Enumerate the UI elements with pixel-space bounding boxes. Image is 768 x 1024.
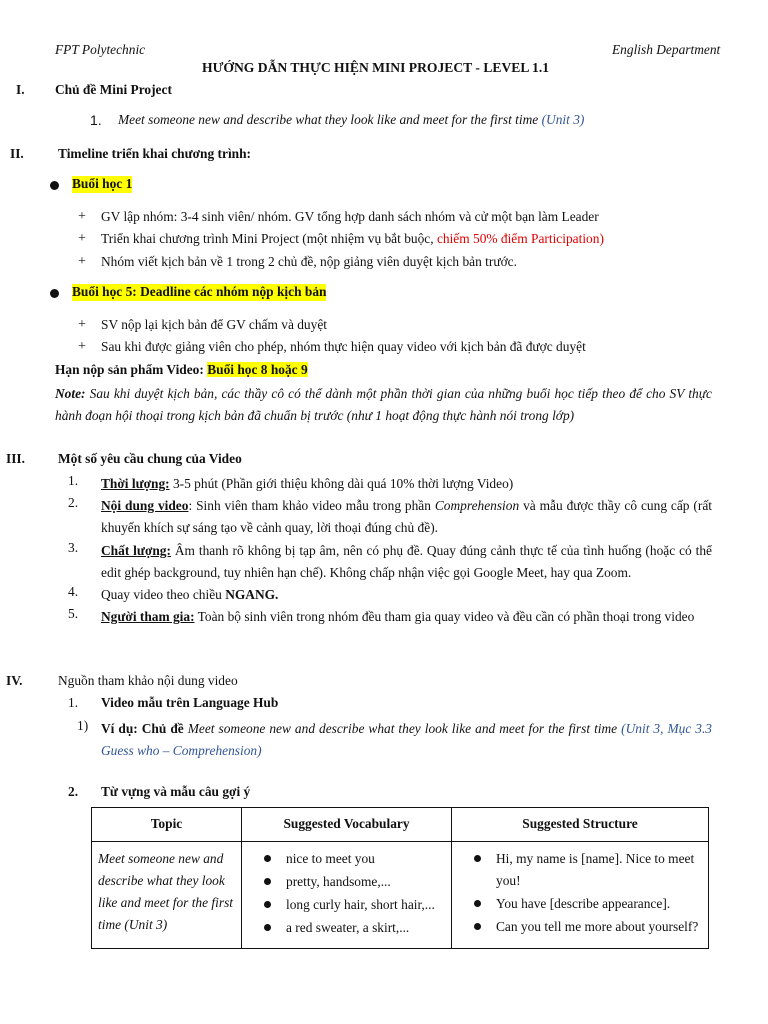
- header-structure: Suggested Structure: [452, 808, 709, 842]
- req-4-number: 4.: [68, 584, 79, 599]
- section-4-title: Nguồn tham khảo nội dung video: [58, 673, 238, 688]
- session-5-label: Buổi học 5: Deadline các nhóm nộp kịch bản: [72, 284, 327, 299]
- session-1-item-3: Nhóm viết kịch bản về 1 trong 2 chủ đề, nộp giảng viên duyệt kịch bản trước.: [101, 254, 517, 269]
- example-label: Ví dụ: Chủ đề: [101, 721, 184, 736]
- req-content: [101, 495, 712, 539]
- table-row: [92, 842, 709, 949]
- req-duration-label: Thời lượng:: [101, 476, 170, 491]
- req-quality-text: Âm thanh rõ không bị tạp âm, nên có phụ đề. Quay đúng cảnh thực tế của tình huống (hoặc có thể edit ghép background, tuy nhiên hạn chế). Không chấp nhận việc gọi Google Meet, hay qua Zoom.: [101, 543, 712, 580]
- plus-icon: +: [78, 231, 86, 246]
- vocabulary-list: [242, 842, 451, 948]
- req-participants-text: Toàn bộ sinh viên trong nhóm đều tham gia quay video và đều cần có phần thoại trong video: [194, 609, 695, 624]
- header-vocabulary: Suggested Vocabulary: [242, 808, 452, 842]
- topic-cell: [92, 842, 242, 949]
- deadline-value: Buổi học 8 hoặc 9: [207, 362, 308, 377]
- req-content-text: : Sinh viên tham khảo video mẫu trong phần: [188, 498, 435, 513]
- bullet-icon: [50, 181, 59, 190]
- req-content-text-2: và mẫu được thầy cô cung cấp (rất khuyến khích sự sáng tạo về cảnh quay, lời thoại đúng chủ đề).: [101, 498, 712, 535]
- sub-1-number: 1.: [68, 695, 79, 710]
- section-1-number: I.: [16, 82, 25, 97]
- req-5-number: 5.: [68, 606, 79, 621]
- list-item: nice to meet you: [256, 848, 445, 870]
- plus-icon: +: [78, 317, 86, 332]
- req-1-number: 1.: [68, 473, 79, 488]
- list-item: Hi, my name is [name]. Nice to meet you!: [466, 848, 702, 892]
- example-paragraph: [101, 718, 712, 762]
- deadline-label: Hạn nộp sản phẩm Video:: [55, 362, 204, 377]
- video-deadline: [55, 362, 308, 379]
- example-text: Meet someone new and describe what they look like and meet for the first time: [187, 721, 618, 736]
- header-right: English Department: [612, 42, 721, 57]
- req-orientation-text: Quay video theo chiều: [101, 587, 226, 602]
- session-5-item-2: Sau khi được giảng viên cho phép, nhóm thực hiện quay video với kịch bản đã được duyệt: [101, 339, 586, 354]
- req-quality: [101, 540, 712, 584]
- list-item: a red sweater, a skirt,...: [256, 917, 445, 939]
- req-content-emphasis: Comprehension: [434, 498, 520, 513]
- req-duration: [101, 473, 712, 495]
- topic-unit-ref: (Unit 3): [541, 112, 585, 127]
- sub-1-title: Video mẫu trên Language Hub: [101, 695, 279, 710]
- structure-cell: [452, 842, 709, 949]
- note-label: Note:: [55, 386, 86, 401]
- sub-2-number: 2.: [68, 784, 79, 799]
- list-item: long curly hair, short hair,...: [256, 894, 445, 916]
- plus-icon: +: [78, 339, 86, 354]
- req-2-number: 2.: [68, 495, 79, 510]
- req-orientation-value: NGANG.: [225, 587, 279, 602]
- req-orientation: [101, 584, 712, 606]
- req-content-label: Nội dung video: [101, 498, 189, 513]
- section-3-number: III.: [6, 451, 25, 466]
- header-left: FPT Polytechnic: [55, 42, 146, 57]
- section-1-title: Chủ đề Mini Project: [55, 82, 172, 97]
- note-paragraph: [55, 383, 712, 427]
- section-1-item: [118, 112, 584, 129]
- plus-icon: +: [78, 209, 86, 224]
- suggestion-table: [91, 807, 709, 949]
- example-reference: (Unit 3, Mục 3.3 Guess who – Comprehension): [101, 721, 713, 758]
- session-1-label: Buổi học 1: [72, 176, 133, 191]
- req-duration-text: 3-5 phút (Phần giới thiệu không dài quá 10% thời lượng Video): [169, 476, 514, 491]
- section-4-number: IV.: [6, 673, 23, 688]
- list-item: You have [describe appearance].: [466, 893, 702, 915]
- session-1-item-1: GV lập nhóm: 3-4 sinh viên/ nhóm. GV tổng hợp danh sách nhóm và cử một bạn làm Leader: [101, 209, 599, 224]
- vocabulary-cell: [242, 842, 452, 949]
- plus-icon: +: [78, 254, 86, 269]
- topic-text: Meet someone new and describe what they look like and meet for the first time: [118, 112, 539, 127]
- section-3-title: Một số yêu cầu chung của Video: [58, 451, 242, 466]
- note-text: Sau khi duyệt kịch bản, các thầy cô có thể dành một phần thời gian của những buổi học tiếp theo để cho SV thực hành đoạn hội thoại trong kịch bản đã chuẩn bị trước (như 1 hoạt động thực hành nói trong lớp): [55, 386, 712, 423]
- session-1-item-2-text: Triển khai chương trình Mini Project (một nhiệm vụ bắt buộc,: [101, 231, 434, 246]
- header-topic: Topic: [92, 808, 242, 842]
- req-quality-label: Chất lượng:: [101, 543, 171, 558]
- list-item: Can you tell me more about yourself?: [466, 916, 702, 938]
- participation-weight: chiếm 50% điểm Participation): [436, 231, 604, 246]
- document-title: HƯỚNG DẪN THỰC HIỆN MINI PROJECT - LEVEL 1.1: [202, 60, 550, 75]
- structure-list: [452, 842, 708, 947]
- req-3-number: 3.: [68, 540, 79, 555]
- bullet-icon: [50, 289, 59, 298]
- section-2-number: II.: [10, 146, 24, 161]
- session-5-item-1: SV nộp lại kịch bản để GV chấm và duyệt: [101, 317, 327, 332]
- section-1-item-number: 1.: [90, 112, 102, 128]
- example-number: 1): [77, 718, 89, 733]
- req-participants-label: Người tham gia:: [101, 609, 195, 624]
- topic-cell-text: Meet someone new and describe what they look like and meet for the first time (Unit 3): [98, 851, 233, 932]
- sub-2-title: Từ vựng và mẫu câu gợi ý: [101, 784, 251, 799]
- list-item: pretty, handsome,...: [256, 871, 445, 893]
- session-1-item-2: [101, 231, 604, 248]
- section-2-title: Timeline triển khai chương trình:: [58, 146, 252, 161]
- req-participants: [101, 606, 712, 628]
- table-header-row: [92, 808, 709, 842]
